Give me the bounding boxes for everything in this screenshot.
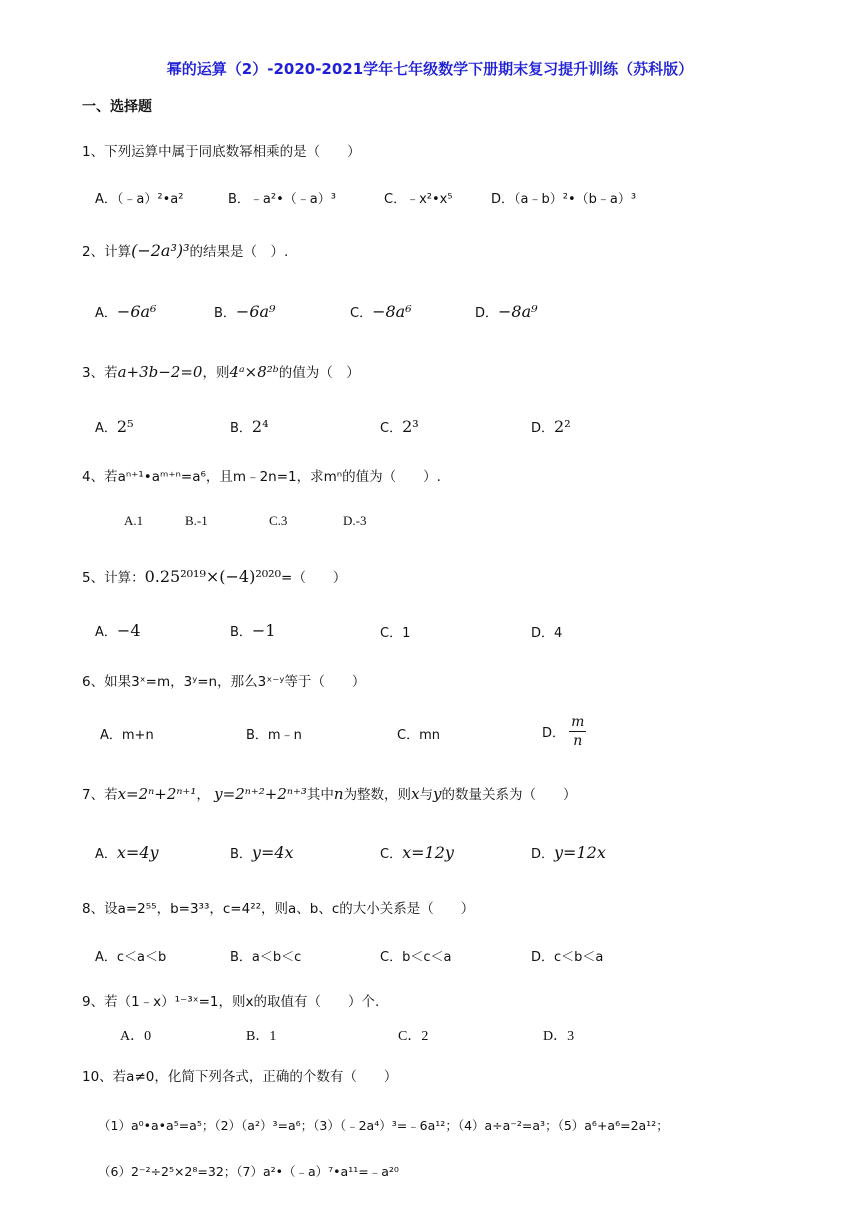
option-label: C． — [350, 306, 373, 321]
question-2-expression: (−2a³)³ — [131, 241, 190, 260]
option-value: 2³ — [402, 417, 419, 436]
question-4-option-b[interactable]: B.-1 — [185, 513, 208, 528]
question-7-mid2: 为整数，则 — [343, 787, 412, 803]
option-value: x=4y — [116, 843, 159, 862]
question-2-option-d[interactable] — [475, 302, 538, 321]
option-value: −6a⁶ — [116, 302, 157, 321]
option-value: y=4x — [251, 843, 294, 862]
question-3-suffix: 的值为（ ） — [278, 365, 360, 381]
fraction-numerator: m — [571, 714, 585, 730]
question-1-option-a[interactable]: A．（﹣a）²•a² — [95, 192, 184, 207]
question-5-expression: 0.25²⁰¹⁹×(−4)²⁰²⁰ — [144, 567, 282, 586]
question-7-y-expression: y=2ⁿ⁺²+2ⁿ⁺³ — [214, 785, 307, 803]
question-7-x-expression: x=2ⁿ+2ⁿ⁺¹ — [117, 785, 197, 803]
question-7-option-b[interactable] — [230, 843, 294, 862]
question-3-option-a[interactable] — [95, 417, 134, 436]
question-5-option-a[interactable] — [95, 621, 141, 640]
question-2-suffix: 的结果是（ ）. — [189, 244, 289, 260]
question-6-option-a[interactable]: A．m+n — [100, 728, 154, 743]
question-3-condition: a+3b−2=0 — [117, 363, 203, 381]
option-value: −8a⁶ — [372, 302, 412, 321]
question-3-option-c[interactable] — [380, 417, 419, 436]
option-value: 2² — [554, 417, 571, 436]
question-3-option-d[interactable] — [531, 417, 571, 436]
option-value: −4 — [116, 621, 141, 640]
question-5-option-b[interactable] — [230, 621, 276, 640]
question-1-option-b[interactable]: B．﹣a²•（﹣a）³ — [228, 192, 336, 207]
question-10-line-1: （1）a⁰•a•a⁵=a⁵；（2）（a²）³=a⁶；（3）（﹣2a⁴）³=﹣6a¹²；（4）a÷a⁻²=a³；（5）a⁶+a⁶=2a¹²； — [98, 1118, 669, 1133]
option-label: A． — [95, 306, 117, 321]
question-2-stem — [82, 240, 288, 260]
question-7-n: n — [333, 785, 344, 803]
question-3-prefix: 3、若 — [82, 365, 118, 381]
question-2-option-b[interactable] — [214, 302, 275, 321]
question-10-line-2: （6）2⁻²÷2⁵×2⁸=32；（7）a²•（﹣a）⁷•a¹¹=﹣a²⁰ — [98, 1164, 399, 1179]
question-7-y: y — [433, 785, 442, 803]
option-label: C． — [380, 847, 403, 862]
question-2-option-a[interactable] — [95, 302, 156, 321]
option-label: D． — [475, 306, 499, 321]
question-5-stem — [82, 566, 346, 586]
question-7-prefix: 7、若 — [82, 787, 118, 803]
question-8-option-b[interactable]: B．a＜b＜c — [230, 950, 302, 965]
question-5-option-d[interactable]: D．4 — [531, 626, 563, 641]
option-value: x=12y — [402, 843, 454, 862]
option-label: B． — [230, 421, 252, 436]
question-1-option-c[interactable]: C．﹣x²•x⁵ — [384, 192, 453, 207]
option-value: y=12x — [554, 843, 606, 862]
option-label: A． — [95, 625, 117, 640]
fraction — [569, 713, 586, 750]
question-9-stem: 9、若（1﹣x）¹⁻³ˣ=1，则x的取值有（ ）个. — [82, 994, 380, 1010]
option-label: A． — [95, 847, 117, 862]
question-7-suffix: 的数量关系为（ ） — [441, 787, 577, 803]
option-value: −1 — [251, 621, 276, 640]
question-4-option-c[interactable]: C.3 — [269, 513, 288, 528]
question-6-stem: 6、如果3ˣ=m，3ʸ=n，那么3ˣ⁻ʸ等于（ ） — [82, 674, 366, 690]
question-1-stem: 1、下列运算中属于同底数幂相乘的是（ ） — [82, 144, 361, 160]
option-label: D． — [531, 421, 555, 436]
question-8-option-c[interactable]: C．b＜c＜a — [380, 950, 452, 965]
question-10-stem: 10、若a≠0，化简下列各式，正确的个数有（ ） — [82, 1069, 398, 1085]
question-4-stem: 4、若aⁿ⁺¹•aᵐ⁺ⁿ=a⁶，且m﹣2n=1，求mⁿ的值为（ ）. — [82, 469, 441, 485]
question-6-option-c[interactable]: C．mn — [397, 728, 440, 743]
question-7-option-a[interactable] — [95, 843, 159, 862]
question-9-option-c[interactable]: C．2 — [398, 1029, 429, 1044]
section-heading: 一、选择题 — [82, 99, 152, 115]
option-value: −6a⁹ — [235, 302, 276, 321]
option-label: B． — [230, 625, 252, 640]
question-5-suffix: =（ ） — [281, 570, 347, 586]
question-9-option-a[interactable]: A．0 — [120, 1029, 152, 1044]
option-label: D． — [531, 847, 555, 862]
question-9-option-b[interactable]: B．1 — [246, 1029, 277, 1044]
question-7-and: 与 — [419, 787, 434, 803]
question-5-prefix: 5、计算： — [82, 570, 145, 586]
option-label: C． — [380, 421, 403, 436]
question-9-option-d[interactable]: D．3 — [543, 1029, 575, 1044]
question-3-option-b[interactable] — [230, 417, 269, 436]
question-8-option-a[interactable]: A．c＜a＜b — [95, 950, 167, 965]
question-7-stem: 7、若x=2ⁿ+2ⁿ⁺¹， y=2ⁿ⁺²+2ⁿ⁺³其中n为整数，则x与y的数量关系为（ ） — [82, 785, 577, 803]
question-7-option-d[interactable] — [531, 843, 606, 862]
option-label: A． — [95, 421, 117, 436]
document-title: 幂的运算（2）-2020-2021学年七年级数学下册期末复习提升训练（苏科版） — [166, 60, 694, 78]
fraction-denominator: n — [573, 733, 583, 749]
question-3-mid: ，则 — [202, 365, 230, 381]
question-4-option-a[interactable]: A.1 — [124, 513, 144, 528]
question-8-stem: 8、设a=2⁵⁵，b=3³³，c=4²²，则a、b、c的大小关系是（ ） — [82, 901, 475, 917]
question-6-option-b[interactable]: B．m﹣n — [246, 728, 302, 743]
option-value: 2⁴ — [251, 417, 269, 436]
option-value: 2⁵ — [116, 417, 134, 436]
question-3-expression: 4ᵃ×8²ᵇ — [229, 363, 279, 381]
option-value: −8a⁹ — [498, 302, 538, 321]
question-7-x: x — [411, 785, 420, 803]
question-3-stem — [82, 361, 360, 381]
question-2-option-c[interactable] — [350, 302, 412, 321]
question-8-option-d[interactable]: D．c＜b＜a — [531, 950, 604, 965]
question-6-option-d[interactable] — [542, 713, 586, 750]
option-label: B． — [230, 847, 252, 862]
question-5-option-c[interactable]: C．1 — [380, 626, 411, 641]
question-7-option-c[interactable] — [380, 843, 454, 862]
question-4-option-d[interactable]: D.-3 — [343, 513, 367, 528]
option-label: B． — [214, 306, 236, 321]
option-label: D． — [542, 726, 566, 741]
question-2-prefix: 2、计算 — [82, 244, 132, 260]
question-1-option-d[interactable]: D．（a﹣b）²•（b﹣a）³ — [491, 192, 637, 207]
question-7-mid: 其中 — [306, 787, 334, 803]
